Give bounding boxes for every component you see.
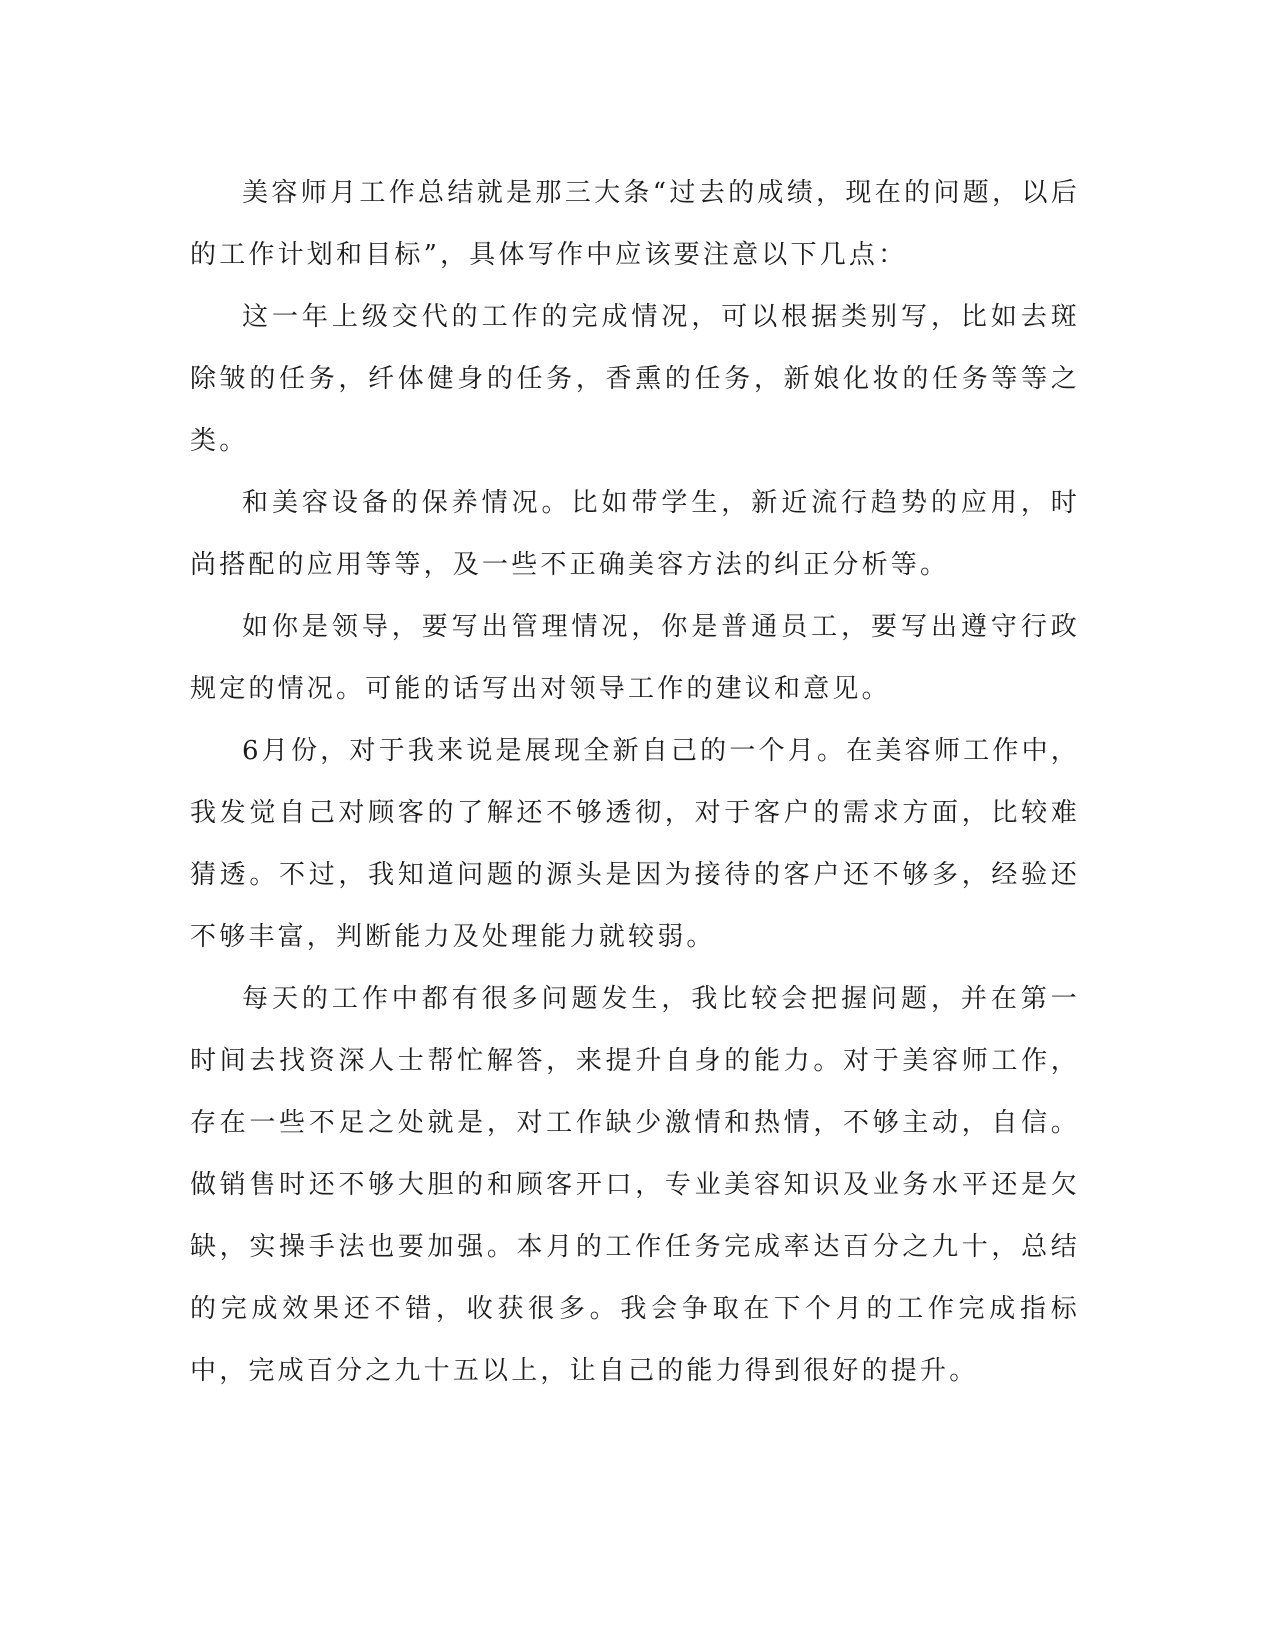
paragraph-daily-work: 每天的工作中都有很多问题发生，我比较会把握问题，并在第一时间去找资深人士帮忙解答，来提升自身的能力。对于美容师工作，存在一些不足之处就是，对工作缺少激情和热情，不够主动，自信。做销售时还不够大胆的和顾客开口，专业美容知识及业务水平还是欠缺，实操手法也要加强。本月的工作任务完成率达百分之九十，总结的完成效果还不错，收获很多。我会争取在下个月的工作完成指标中，完成百分之九十五以上，让自己的能力得到很好的提升。	[190, 984, 1080, 1386]
paragraph-task-completion: 这一年上级交代的工作的完成情况，可以根据类别写，比如去斑除皱的任务，纤体健身的任务，香熏的任务，新娘化妆的任务等等之类。	[190, 302, 1080, 456]
paragraph-management: 如你是领导，要写出管理情况，你是普通员工，要写出遵守行政规定的情况。可能的话写出对领导工作的建议和意见。	[190, 612, 1080, 704]
document-body	[190, 162, 1080, 1402]
paragraph-intro: 美容师月工作总结就是那三大条“过去的成绩，现在的问题，以后的工作计划和目标”，具体写作中应该要注意以下几点：	[190, 178, 1080, 270]
paragraph-june-review: 6月份，对于我来说是展现全新自己的一个月。在美容师工作中，我发觉自己对顾客的了解还不够透彻，对于客户的需求方面，比较难猜透。不过，我知道问题的源头是因为接待的客户还不够多，经验还不够丰富，判断能力及处理能力就较弱。	[190, 736, 1080, 952]
paragraph-equipment-maintenance: 和美容设备的保养情况。比如带学生，新近流行趋势的应用，时尚搭配的应用等等，及一些不正确美容方法的纠正分析等。	[190, 488, 1080, 580]
